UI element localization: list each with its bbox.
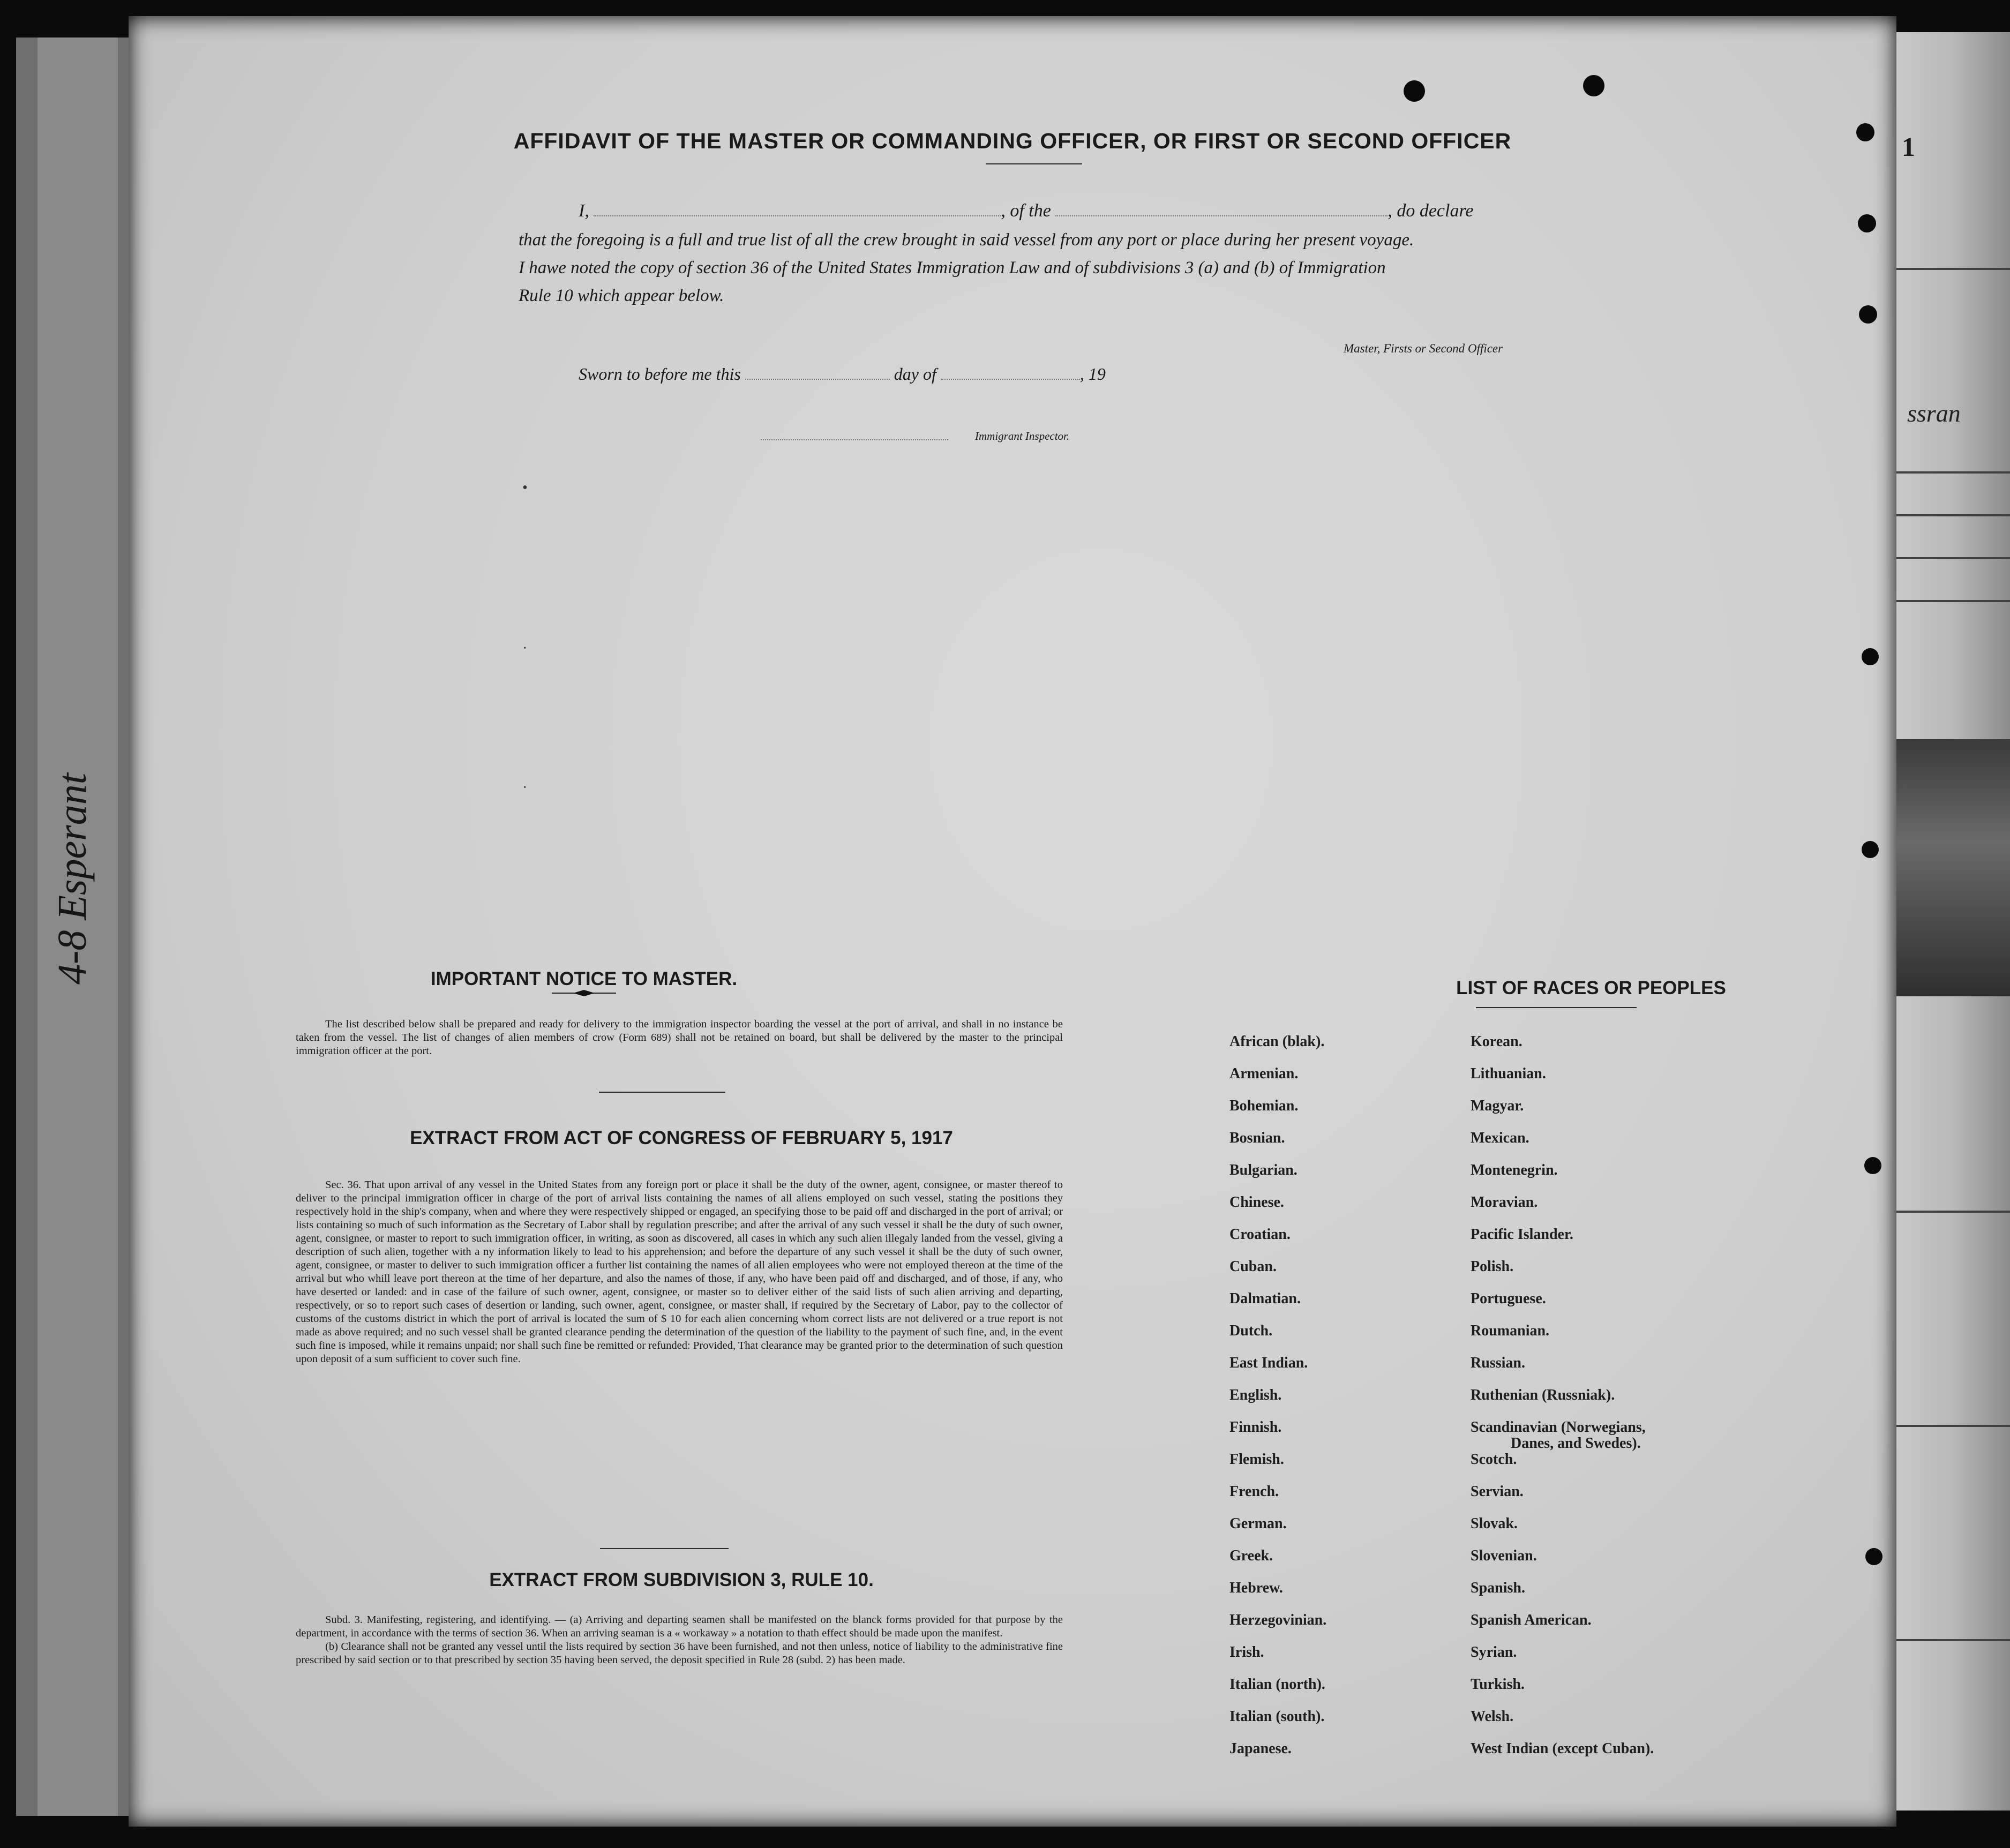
- race-label: English.: [1229, 1387, 1282, 1403]
- race-label: Flemish.: [1229, 1451, 1284, 1468]
- rule-extract-body: [296, 1613, 1063, 1667]
- manifest-sheet: [129, 16, 1915, 1827]
- race-label: Mexican.: [1471, 1130, 1529, 1146]
- race-label-continuation: Danes, and Swedes).: [1511, 1435, 1641, 1452]
- race-label: Pacific Islander.: [1471, 1226, 1573, 1243]
- race-item: [1471, 1291, 1654, 1323]
- race-item: [1471, 1355, 1654, 1387]
- notice-body: [296, 1018, 1063, 1058]
- race-item: [1229, 1709, 1326, 1741]
- race-item: [1229, 1484, 1326, 1516]
- race-item: [1229, 1130, 1326, 1162]
- race-item: [1471, 1452, 1654, 1484]
- race-label: Spanish.: [1471, 1580, 1525, 1596]
- race-label: Montenegrin.: [1471, 1162, 1558, 1178]
- race-label: Cuban.: [1229, 1258, 1277, 1275]
- folded-page-shadow: [1896, 739, 2010, 996]
- races-title-rule: [1476, 1007, 1637, 1008]
- sworn-prefix: Sworn to before me this: [579, 364, 741, 384]
- race-label: Bulgarian.: [1229, 1162, 1298, 1178]
- race-item: [1471, 1195, 1654, 1227]
- race-label: Scandinavian (Norwegians,: [1471, 1419, 1646, 1436]
- race-label: Dalmatian.: [1229, 1290, 1301, 1307]
- race-item: [1471, 1644, 1654, 1677]
- race-item: [1471, 1323, 1654, 1355]
- race-label: Japanese.: [1229, 1740, 1292, 1757]
- race-item: [1471, 1484, 1654, 1516]
- race-item: [1229, 1741, 1326, 1773]
- race-item: [1229, 1644, 1326, 1677]
- race-item: [1471, 1419, 1654, 1452]
- race-label: German.: [1229, 1515, 1287, 1532]
- race-label: Moravian.: [1471, 1194, 1538, 1211]
- sworn-day-field[interactable]: [745, 379, 890, 380]
- officer-name-field[interactable]: [594, 215, 1001, 216]
- race-item: [1471, 1677, 1654, 1709]
- race-item: [1229, 1195, 1326, 1227]
- affidavit-line-3: I hawe noted the copy of section 36 of the United States Immigration Law and of subdivisions 3 (a) and (b) of Immigration: [519, 258, 1386, 277]
- race-label: Syrian.: [1471, 1644, 1517, 1661]
- race-label: Dutch.: [1229, 1323, 1273, 1339]
- race-label: Turkish.: [1471, 1676, 1525, 1693]
- ornament-icon: [552, 989, 616, 997]
- race-item: [1229, 1034, 1326, 1066]
- race-label: Slovak.: [1471, 1515, 1518, 1532]
- margin-tick: •: [522, 479, 528, 496]
- act-extract-title: EXTRACT FROM ACT OF CONGRESS OF FEBRUARY 5, 1917: [410, 1128, 953, 1148]
- race-item: [1229, 1291, 1326, 1323]
- race-item: [1229, 1677, 1326, 1709]
- notice-title: IMPORTANT NOTICE TO MASTER.: [430, 968, 738, 989]
- race-label: Roumanian.: [1471, 1323, 1550, 1339]
- title-rule: [986, 163, 1082, 164]
- race-label: Finnish.: [1229, 1419, 1282, 1436]
- race-label: Armenian.: [1229, 1065, 1299, 1082]
- race-item: [1471, 1259, 1654, 1291]
- race-item: [1471, 1098, 1654, 1130]
- race-label: Lithuanian.: [1471, 1065, 1546, 1082]
- punch-hole: [1859, 305, 1877, 324]
- section-rule: [600, 1548, 729, 1549]
- race-item: [1229, 1612, 1326, 1644]
- act-extract-body: [296, 1178, 1063, 1366]
- punch-hole: [1864, 1157, 1881, 1174]
- race-label: French.: [1229, 1483, 1279, 1500]
- race-item: [1229, 1355, 1326, 1387]
- race-label: West Indian (except Cuban).: [1471, 1740, 1654, 1757]
- punch-hole: [1404, 80, 1425, 102]
- race-item: [1471, 1387, 1654, 1419]
- sworn-day-of-label: day of: [894, 364, 936, 384]
- races-left-column: [1229, 1034, 1326, 1773]
- race-label: Russian.: [1471, 1355, 1525, 1371]
- affidavit-title: AFFIDAVIT OF THE MASTER OR COMMANDING OFFICER, OR FIRST OR SECOND OFFICER: [513, 129, 1512, 153]
- race-label: Croatian.: [1229, 1226, 1291, 1243]
- race-item: [1229, 1548, 1326, 1580]
- race-label: Welsh.: [1471, 1708, 1514, 1725]
- rule-extract-text-a: Subd. 3. Manifesting, registering, and identifying. — (a) Arriving and departing seamen shall be manifested on the blanck forms provided for that purpose by the department, in accordance with the terms of section 36. When an arriving seaman is a « workaway » a notation to thath effect should be made upon the manifest.: [296, 1614, 1063, 1639]
- race-item: [1471, 1034, 1654, 1066]
- punch-hole: [1862, 648, 1879, 665]
- affidavit-i-label: I,: [579, 201, 589, 221]
- race-label: Greek.: [1229, 1547, 1273, 1564]
- race-item: [1229, 1452, 1326, 1484]
- race-label: Chinese.: [1229, 1194, 1284, 1211]
- race-label: Korean.: [1471, 1033, 1522, 1050]
- race-item: [1471, 1130, 1654, 1162]
- affidavit-line-1: [579, 201, 1474, 221]
- punch-hole: [1862, 841, 1879, 858]
- race-label: Scotch.: [1471, 1451, 1517, 1468]
- race-item: [1229, 1227, 1326, 1259]
- race-item: [1471, 1580, 1654, 1612]
- race-label: Irish.: [1229, 1644, 1264, 1661]
- race-item: [1471, 1066, 1654, 1098]
- race-label: Portuguese.: [1471, 1290, 1546, 1307]
- inspector-label: Immigrant Inspector.: [975, 430, 1070, 442]
- race-item: [1471, 1516, 1654, 1548]
- races-title: LIST OF RACES OR PEOPLES: [1456, 978, 1726, 998]
- punch-hole: [1858, 214, 1876, 232]
- sworn-month-field[interactable]: [941, 379, 1080, 380]
- race-label: Bohemian.: [1229, 1098, 1299, 1114]
- race-label: Herzegovinian.: [1229, 1612, 1327, 1628]
- race-item: [1229, 1098, 1326, 1130]
- notice-body-text: The list described below shall be prepared and ready for delivery to the immigration inspector boarding the vessel at the port of arrival, and shall in no instance be taken from the vessel. The list of changes of alien members of crow (Form 689) shall not be retained on board, but shall be delivered by the master to the principal immigration officer at the port.: [296, 1018, 1063, 1057]
- race-label: Hebrew.: [1229, 1580, 1283, 1596]
- act-extract-text: Sec. 36. That upon arrival of any vessel in the United States from any foreign port or place it shall be the duty of the owner, agent, consignee, or master thereof to deliver to the principal immigration officer in charge of the port of arrival lists containing the names of all aliens employed on such vessel, stating the positions they respectively hold in the ship's company, when and where they were respectively shipped or engaged, an specifying those to be paid off and discharged in the port of arrival; or lists containing so much of such information as the Secretary of Labor shall by regulation prescribe; and after the arrival of any such vessel it shall be the duty of such owner, agent, consignee, or master to report to such immigration officer, in writing, as soon as discovered, all cases in which any such alien illegaly landed from the vessel, giving a description of such alien, together with a ny information likely to lead to his apprehension; and before the departure of any such vessel it shall be the duty of such owner, agent, consignee, or master to deliver to such immigration officer a further list containing the names of all alien employees who were not employed thereon at the time of the arrival but who whill leave port thereon at the time of her departure, and also the names of those, if any, who have been paid off and discharged, and of those, if any, who have deserted or landed: and in case of the failure of such owner, agent, consignee, or master so to deliver either of the said lists of such alien arriving and departing, respectively, or so to report such cases of desertion or landing, such owner, agent, consignee, or master shall, if required by the Secretary of Labor, pay to the collector of customs of the customs district in which the port of arrival is located the sum of $ 10 for each alien concerning whom correct lists are not delivered or a true report is not made as above required; and no such vessel shall be granted clearance pending the determination of the question of the liability to the payment of such fine, and, in the event such fine is imposed, while it remains unpaid; nor shall such fine be remitted or refunded: Provided, That clearance may be granted prior to the determination of such question upon deposit of a sum sufficient to cover such fine.: [296, 1179, 1063, 1365]
- affidavit-line-2: that the foregoing is a full and true list of all the crew brought in said vessel from any port or place during her present voyage.: [519, 230, 1414, 250]
- signature-label: Master, Firsts or Second Officer: [1344, 342, 1503, 355]
- race-item: [1471, 1709, 1654, 1741]
- punch-hole: [1583, 75, 1604, 96]
- rule-extract-title: EXTRACT FROM SUBDIVISION 3, RULE 10.: [489, 1569, 874, 1590]
- affidavit-declare-label: , do declare: [1388, 201, 1474, 221]
- race-label: African (blak).: [1229, 1033, 1325, 1050]
- affidavit-of-the-label: , of the: [1001, 201, 1051, 221]
- race-item: [1229, 1516, 1326, 1548]
- race-label: East Indian.: [1229, 1355, 1308, 1371]
- race-item: [1471, 1548, 1654, 1580]
- race-label: Slovenian.: [1471, 1547, 1537, 1564]
- race-label: Italian (south).: [1229, 1708, 1325, 1725]
- race-label: Spanish American.: [1471, 1612, 1592, 1628]
- page-number: 1: [1902, 132, 1915, 162]
- race-label: Polish.: [1471, 1258, 1514, 1275]
- race-item: [1229, 1259, 1326, 1291]
- margin-handwritten-note: [46, 772, 99, 985]
- race-item: [1229, 1419, 1326, 1452]
- race-item: [1229, 1323, 1326, 1355]
- right-margin-scrawl: ssran: [1907, 400, 1961, 427]
- punch-hole: [1865, 1548, 1882, 1565]
- race-label: Bosnian.: [1229, 1130, 1285, 1146]
- race-label: Servian.: [1471, 1483, 1524, 1500]
- margin-tick: ·: [522, 779, 528, 796]
- race-item: [1229, 1580, 1326, 1612]
- sworn-year-label: , 19: [1079, 364, 1106, 384]
- race-item: [1471, 1162, 1654, 1195]
- inspector-signature-field[interactable]: [761, 439, 948, 440]
- races-right-column: [1471, 1034, 1654, 1773]
- sworn-line: [579, 364, 1106, 384]
- race-label: Italian (north).: [1229, 1676, 1325, 1693]
- section-rule: [599, 1092, 725, 1093]
- race-label: Ruthenian (Russniak).: [1471, 1387, 1615, 1403]
- affidavit-line-4: Rule 10 which appear below.: [519, 286, 724, 305]
- vessel-name-field[interactable]: [1055, 215, 1388, 216]
- race-item: [1229, 1162, 1326, 1195]
- race-label: Magyar.: [1471, 1098, 1524, 1114]
- rule-extract-text-b: (b) Clearance shall not be granted any vessel until the lists required by section 36 have been furnished, and not then unless, notice of liability to the administrative fine prescribed by said section or to that prescribed by section 35 having been served, the deposit specified in Rule 28 (subd. 2) has been made.: [296, 1641, 1063, 1666]
- race-item: [1471, 1227, 1654, 1259]
- race-item: [1229, 1387, 1326, 1419]
- race-item: [1471, 1741, 1654, 1773]
- race-item: [1229, 1066, 1326, 1098]
- race-item: [1471, 1612, 1654, 1644]
- margin-tick: ·: [522, 640, 528, 657]
- margin-note-text: 4-8 Esperant: [49, 772, 95, 985]
